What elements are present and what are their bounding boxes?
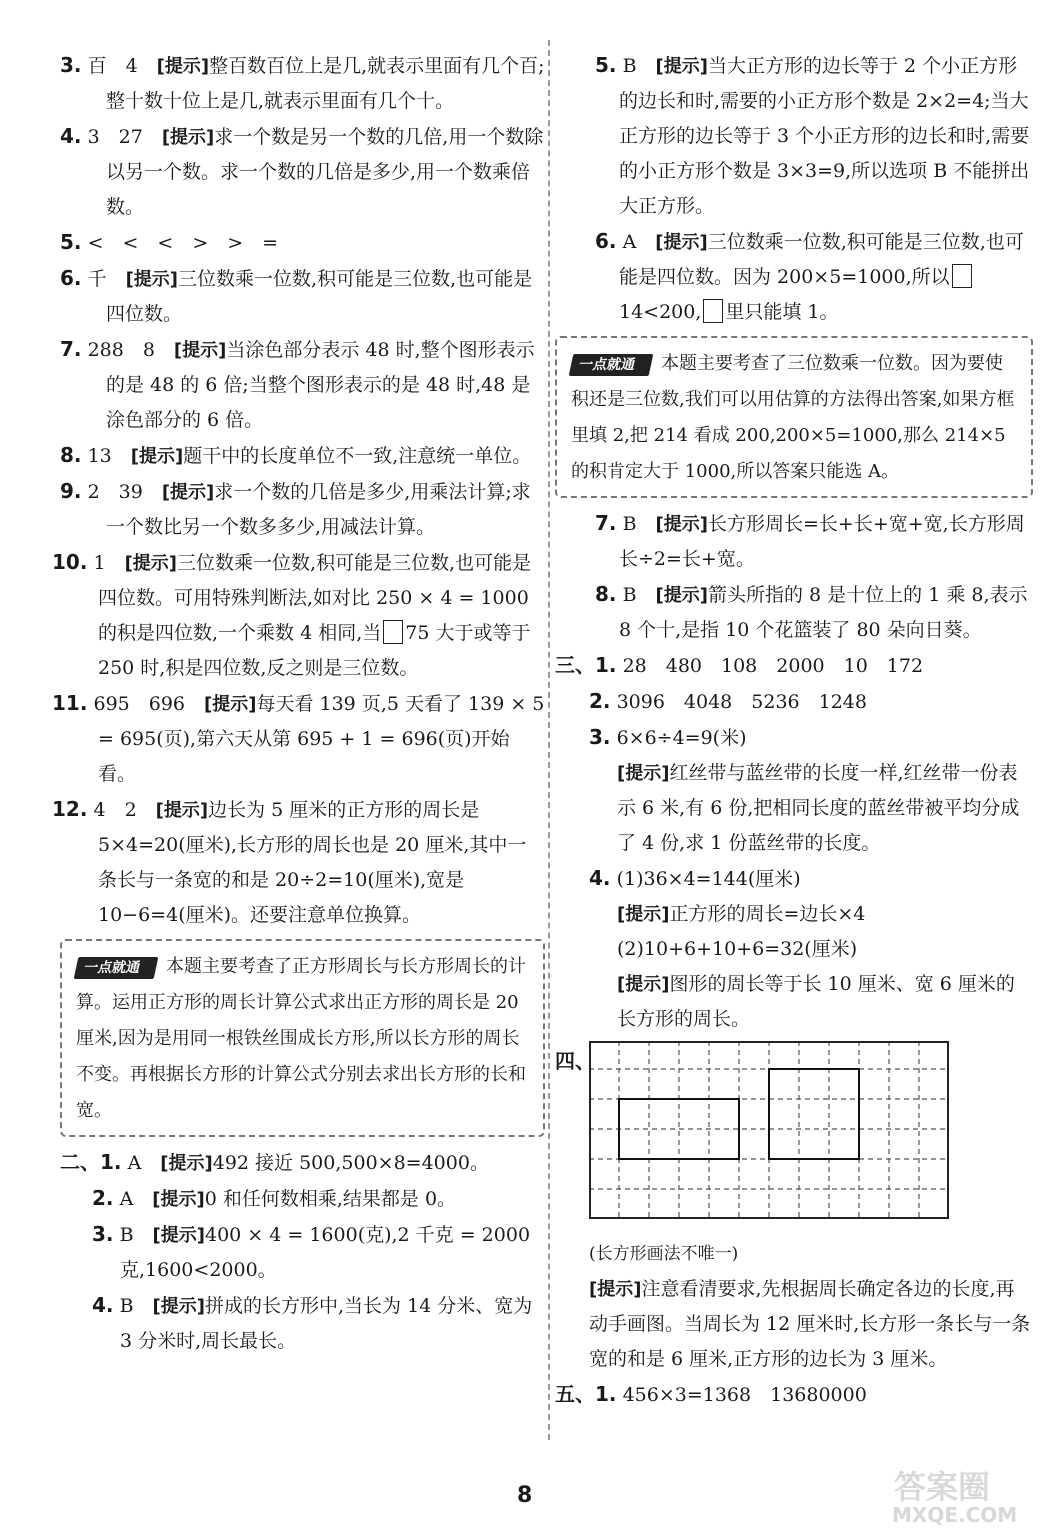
page-number: 8 [517,1483,533,1508]
item-number: 2. [92,1186,114,1210]
answer-text: 695 696 [93,693,205,715]
item-number: 11. [52,691,88,715]
answer-text: 13 [87,445,131,467]
answer-text: A [119,1188,153,1210]
hint-text: 红丝带与蓝丝带的长度一样,红丝带一份表示 6 米,有 6 份,把相同长度的蓝丝带被平均分成了 4 份,求 1 份蓝丝带的长度。 [617,762,1020,854]
section-3 [555,648,1033,1037]
item-number: 5. [60,230,82,254]
note-text: 本题主要考查了三位数乘一位数。因为要使积还是三位数,我们可以用估算的方法得出答案,如果方框里填 2,把 214 看成 200,200×5=1000,那么 214×5 的积肯定大于 1000,所以答案只能选 A。 [571,353,1015,482]
hint-label: [提示] [161,127,215,148]
hint-text: 长方形周长=长+长+宽+宽,长方形周长÷2=长+宽。 [619,513,1025,570]
item-number: 3. [92,1222,114,1246]
answer-item [555,48,1033,224]
item-number: 7. [60,337,82,361]
item-number: 7. [595,511,617,535]
blank-box [952,264,972,288]
hint-text: 0 和任何数相乘,结果都是 0。 [204,1188,457,1210]
hint-text: 当涂色部分表示 48 时,整个图形表示的是 48 的 6 倍;当整个图形表示的是 48 时,48 是涂色部分的 6 倍。 [106,339,535,431]
answer-item [52,686,545,792]
item-number: 6. [595,229,617,253]
hint-label: [提示] [155,800,209,821]
item-number: 9. [60,479,82,503]
item-number: 3. [589,725,611,749]
hint-label: [提示] [156,56,210,77]
answer-text: 28 480 108 2000 10 172 [622,655,924,677]
answer-text: B [622,584,656,606]
hint-text: 图形的周长等于长 10 厘米、宽 6 厘米的长方形的周长。 [617,973,1015,1030]
answer-item [52,545,545,686]
hint-text: 75 大于或等于 250 时,积是四位数,反之则是三位数。 [98,622,531,679]
hint-text: 里只能填 1。 [725,301,839,323]
answer-text: 3 27 [87,126,162,148]
item-number: 5. [595,53,617,77]
hint-text: 三位数乘一位数,积可能是三位数,也可能是四位数。可用特殊判断法,如对比 250 × 4 = 1000 的积是四位数,一个乘数 4 相同,当 [98,552,532,644]
hint-text: 三位数乘一位数,积可能是三位数,也可能是四位数。因为 200×5=1000,所以 [619,231,1024,288]
hint-label: [提示] [655,585,708,606]
answer-item [60,1288,545,1359]
grid-caption: (长方形画法不唯一) [589,1244,739,1264]
section-label: 四、 [555,1049,595,1073]
answer-item [60,474,545,545]
tip-box-right [555,336,1033,498]
answer-text: A [622,231,656,253]
hint-text: 492 接近 500,500×8=4000。 [212,1152,489,1174]
hint-text: 题干中的长度单位不一致,注意统一单位。 [183,445,532,467]
hint-label: [提示] [124,553,178,574]
answer-item [60,119,545,225]
answer-text: B [119,1295,153,1317]
answer-item [60,1217,545,1288]
hint-text: 当大正方形的边长等于 2 个小正方形的边长和时,需要的小正方形个数是 2×2=4;当大正方形的边长等于 3 个小正方形的边长和时,需要的小正方形个数是 3×3=9,所以选项 B 不能拼出大正方形。 [619,55,1030,217]
blank-box [703,299,723,323]
item-number: 1. [595,653,617,677]
answer-item [60,48,545,119]
answer-text: 千 [87,268,126,290]
blank-box [383,620,403,644]
answer-text: 288 8 [87,339,174,361]
answer-item [555,224,1033,330]
hint-label: [提示] [173,340,227,361]
watermark-top: 答案圈 [894,1468,991,1506]
answer-text: 百 4 [87,55,157,77]
hint-label: [提示] [617,974,670,995]
item-number: 8. [60,443,82,467]
hint-label: [提示] [617,763,670,784]
item-number: 1. [595,1382,617,1406]
item-number: 8. [595,582,617,606]
hint-label: [提示] [655,514,708,535]
answer-text: B [119,1224,153,1246]
note-text: 本题主要考查了正方形周长与长方形周长的计算。运用正方形的周长计算公式求出正方形的周长是 20 厘米,因为是用同一根铁丝围成长方形,所以长方形的周长不变。再根据长方形的计算公式分别去求出长方形的长和宽。 [76,956,526,1121]
section-label: 五、 [555,1382,595,1406]
item-number: 12. [52,797,88,821]
hint-text: 边长为 5 厘米的正方形的周长是 5×4=20(厘米),长方形的周长也是 20 厘米,其中一条长与一条宽的和是 20÷2=10(厘米),宽是 10−6=4(厘米)。还要注意单位换算。 [98,799,527,926]
tip-box-left [60,939,545,1137]
answer-text: < < < > > = [87,232,279,254]
hint-text: 整百数百位上是几,就表示里面有几个百;整十数十位上是几,就表示里面有几个十。 [106,55,545,112]
answer-text: A [127,1152,161,1174]
answer-text: B [622,513,656,535]
hint-label: [提示] [655,232,708,253]
hint-label: [提示] [152,1189,205,1210]
answer-text: B [622,55,656,77]
hint-text: 求一个数是另一个数的几倍,用一个数除以另一个数。求一个数的几倍是多少,用一个数乘倍数。 [106,126,544,218]
hint-label: [提示] [130,446,184,467]
hint-text: 拼成的长方形中,当长为 14 分米、宽为 3 分米时,周长最长。 [120,1295,533,1352]
answer-text: (1)36×4=144(厘米) [616,868,801,890]
answer-item [555,577,1033,648]
answer-text: 1 [93,552,125,574]
hint-label: [提示] [125,269,179,290]
left-column [52,48,545,1359]
hint-label: [提示] [152,1296,205,1317]
answer-text: (2)10+6+10+6=32(厘米) [617,938,858,960]
answer-text: 6×6÷4=9(米) [616,727,747,749]
item-number: 4. [589,866,611,890]
answer-text: 456×3=1368 13680000 [622,1384,867,1406]
section-4 [555,1041,1033,1237]
hint-label: [提示] [617,904,670,925]
item-number: 10. [52,550,88,574]
hint-label: [提示] [152,1225,205,1246]
hint-text: 每天看 139 页,5 天看了 139 × 5 = 695(页),第六天从第 695 + 1 = 696(页)开始看。 [98,693,545,785]
hint-text: 正方形的周长=边长×4 [669,903,866,925]
badge-label: 一点就通 [74,957,159,979]
watermark-logo [874,1462,1044,1528]
answer-item [60,1181,545,1217]
answer-item [60,1145,545,1181]
section-label: 二、 [60,1150,100,1174]
hint-text: 求一个数的几倍是多少,用乘法计算;求一个数比另一个数多多少,用减法计算。 [106,481,531,538]
hint-text: 三位数乘一位数,积可能是三位数,也可能是四位数。 [106,268,533,325]
badge-label: 一点就通 [569,354,654,376]
hint-text: 箭头所指的 8 是十位上的 1 乘 8,表示 8 个十,是指 10 个花篮装了 80 朵向日葵。 [619,584,1028,641]
answer-item [60,225,545,261]
column-divider [548,40,551,1440]
hint-text: 注意看清要求,先根据周长确定各边的长度,再动手画图。当周长为 12 厘米时,长方形一条长与一条宽的和是 6 厘米,正方形的边长为 3 厘米。 [589,1278,1031,1370]
square-drawing [769,1069,859,1159]
answer-item [60,438,545,474]
item-number: 6. [60,266,82,290]
hint-label: [提示] [204,694,257,715]
answer-item [52,792,545,933]
section-label: 三、 [555,653,595,677]
answer-item [60,332,545,438]
drawing-grid [589,1041,949,1219]
item-number: 1. [100,1150,122,1174]
hint-label: [提示] [160,1153,213,1174]
watermark-bottom: MXQE.COM [892,1503,1018,1527]
item-number: 4. [92,1293,114,1317]
hint-text: 14<200, [619,301,702,323]
hint-label: [提示] [589,1279,642,1300]
answer-item [555,506,1033,577]
hint-label: [提示] [161,482,215,503]
item-number: 2. [589,689,611,713]
answer-text: 4 2 [93,799,156,821]
answer-item [60,261,545,332]
item-number: 4. [60,124,82,148]
answer-text: 2 39 [87,481,162,503]
item-number: 3. [60,53,82,77]
hint-text: 400 × 4 = 1600(克),2 千克 = 2000 克,1600<2000。 [120,1224,531,1281]
right-column [555,48,1033,1413]
answer-text: 3096 4048 5236 1248 [616,691,867,713]
hint-label: [提示] [655,56,708,77]
